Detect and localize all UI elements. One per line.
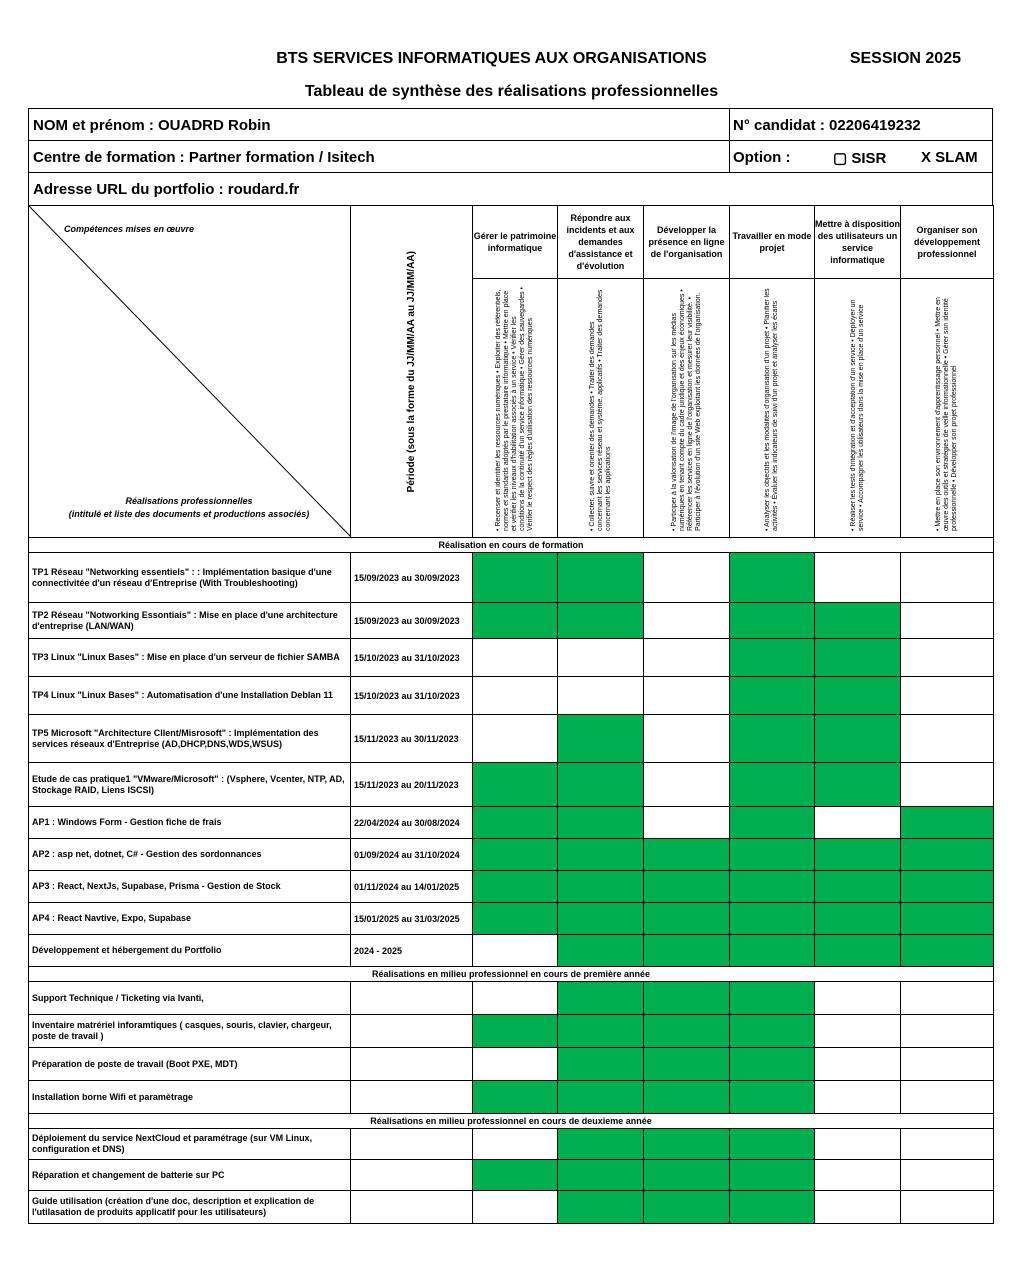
realisation-label: Réparation et changement de batterie sur PC [29, 1160, 351, 1191]
realisation-period: 15/09/2023 au 30/09/2023 [351, 553, 473, 603]
table-row [29, 1081, 994, 1114]
realisation-period: 15/10/2023 au 31/10/2023 [351, 639, 473, 677]
competency-mark-empty [473, 1048, 558, 1081]
section-title: Réalisations en milieu professionnel en cours de deuxieme année [29, 1114, 994, 1129]
competency-mark-filled [644, 1160, 730, 1191]
candidate-number: N° candidat : 02206419232 [733, 117, 921, 134]
realisation-period [351, 1048, 473, 1081]
competency-mark-filled [730, 603, 815, 639]
competency-mark-empty [901, 1081, 994, 1114]
competency-mark-empty [901, 715, 994, 763]
competency-mark-filled [815, 603, 901, 639]
competency-mark-filled [730, 935, 815, 967]
session-label: SESSION 2025 [849, 50, 961, 67]
competency-mark-empty [901, 763, 994, 807]
competency-mark-empty [473, 715, 558, 763]
competency-mark-empty [473, 982, 558, 1015]
competency-mark-filled [644, 871, 730, 903]
realisation-label: Installation borne Wifi et paramètrage [29, 1081, 351, 1114]
competency-mark-filled [730, 553, 815, 603]
competency-mark-empty [644, 677, 730, 715]
table-row [29, 935, 994, 967]
portfolio-row [28, 172, 993, 206]
competency-mark-empty [644, 639, 730, 677]
competency-mark-empty [815, 1081, 901, 1114]
table-row [29, 603, 994, 639]
competency-mark-filled [815, 763, 901, 807]
competency-mark-filled [473, 763, 558, 807]
competency-mark-filled [558, 1015, 644, 1048]
competency-mark-filled [473, 1160, 558, 1191]
realisation-period: 15/09/2023 au 30/09/2023 [351, 603, 473, 639]
competency-mark-empty [815, 1191, 901, 1224]
competency-mark-filled [815, 639, 901, 677]
competency-mark-filled [730, 1081, 815, 1114]
competency-mark-empty [815, 807, 901, 839]
realisation-label: Préparation de poste de travail (Boot PXE, MDT) [29, 1048, 351, 1081]
competency-mark-filled [730, 763, 815, 807]
table-row [29, 839, 994, 871]
competency-mark-filled [815, 677, 901, 715]
realisation-label: AP1 : Windows Form - Gestion fiche de frais [29, 807, 351, 839]
competency-mark-empty [901, 1048, 994, 1081]
realisation-label: TP2 Réseau "Notworking Essontiais" : Mise en place d'une architecture d'entreprise (LAN/WAN) [29, 603, 351, 639]
training-center: Centre de formation : Partner formation / Isitech [33, 149, 375, 166]
competency-mark-filled [558, 807, 644, 839]
competency-mark-filled [558, 903, 644, 935]
competency-mark-filled [473, 1015, 558, 1048]
competency-mark-filled [815, 903, 901, 935]
competency-mark-empty [815, 1160, 901, 1191]
document-title: BTS SERVICES INFORMATIQUES AUX ORGANISATIONS [276, 50, 707, 67]
competency-mark-filled [644, 935, 730, 967]
competency-mark-filled [558, 982, 644, 1015]
competency-mark-filled [901, 871, 994, 903]
competency-mark-filled [644, 1048, 730, 1081]
competency-mark-filled [558, 839, 644, 871]
competency-mark-filled [730, 807, 815, 839]
competency-mark-empty [815, 1015, 901, 1048]
document-subtitle: Tableau de synthèse des réalisations professionnelles [304, 83, 719, 100]
competency-mark-filled [644, 1191, 730, 1224]
competency-mark-filled [473, 807, 558, 839]
option-sisr: ▢ SISR [833, 150, 887, 167]
candidate-name-row [28, 108, 993, 141]
competency-mark-filled [644, 903, 730, 935]
competency-mark-filled [558, 553, 644, 603]
realisation-label: Guide utilisation (création d'une doc, description et explication de l'utilasation de produits applicatif pour les utilisateurs) [29, 1191, 351, 1224]
competency-mark-filled [473, 871, 558, 903]
competency-mark-filled [730, 1048, 815, 1081]
competency-details: • Collecter, suivre et orienter des demandes • Traiter des demandes concernant les services réseau et système, applicatifs • Traiter des demandes concernant les applications [558, 279, 644, 538]
training-center-row [28, 140, 993, 173]
competency-mark-filled [558, 1191, 644, 1224]
corner-diagonal [29, 206, 351, 537]
competency-mark-empty [473, 1129, 558, 1160]
realisation-period: 15/10/2023 au 31/10/2023 [351, 677, 473, 715]
realisation-period [351, 1191, 473, 1224]
option-slam: X SLAM [921, 149, 978, 166]
competency-mark-filled [473, 553, 558, 603]
competency-details: • Analyser les objectifs et les modalités d'organisation d'un projet • Planifier les activités • Évaluer les indicateurs de suivi d'un projet et analyser les écarts [730, 279, 815, 538]
competency-details: • Participer à la valorisation de l'image de l'organisation sur les médias numériques en tenant compte du cadre juridique et des enjeux économiques • Référencer les services en ligne de l'organisation et mesurer leur visibilité. • Participer à l'évolution d'un site Web exploitant les données de l'organisation. [644, 279, 730, 538]
competency-mark-filled [644, 1129, 730, 1160]
competency-mark-empty [815, 1129, 901, 1160]
realisation-period: 01/11/2024 au 14/01/2025 [351, 871, 473, 903]
realisation-label: TP3 Linux "Linux Bases" : Mise en place d'un serveur de fichier SAMBA [29, 639, 351, 677]
candidate-name: NOM et prénom : OUADRD Robin [33, 117, 271, 134]
competency-mark-filled [473, 903, 558, 935]
table-row [29, 1129, 994, 1160]
competency-mark-filled [815, 839, 901, 871]
table-row [29, 1191, 994, 1224]
competency-mark-filled [558, 1048, 644, 1081]
corner-bottom-label: Réalisations professionnelles [125, 496, 253, 506]
competency-mark-filled [730, 982, 815, 1015]
competency-mark-filled [730, 639, 815, 677]
realisation-period [351, 982, 473, 1015]
realisation-period: 01/09/2024 au 31/10/2024 [351, 839, 473, 871]
competency-mark-filled [730, 1129, 815, 1160]
realisation-period: 15/01/2025 au 31/03/2025 [351, 903, 473, 935]
competency-details: • Mettre en place son environnement d'apprentissage personnel • Mettre en œuvre des outils et stratégies de veille informationnelle • Gérer son identité professionnelle • Développer son projet professionnel [901, 279, 994, 538]
competency-mark-empty [901, 982, 994, 1015]
realisation-label: Support Technique / Ticketing via Ivanti, [29, 982, 351, 1015]
competency-mark-filled [730, 1191, 815, 1224]
realisation-period: 22/04/2024 au 30/08/2024 [351, 807, 473, 839]
competency-mark-filled [558, 715, 644, 763]
competency-mark-empty [473, 935, 558, 967]
competency-mark-filled [558, 1081, 644, 1114]
corner-bottom-sublabel: (intitulé et liste des documents et productions associés) [68, 509, 310, 519]
table-row [29, 715, 994, 763]
option-label: Option : [733, 149, 791, 166]
competency-title: Mettre à disposition des utilisateurs un service informatique [815, 206, 901, 279]
competency-details: • Réaliser les tests d'intégration et d'acceptation d'un service • Déployer un service • Accompagner les utilisateurs dans la mise en place d'un service [815, 279, 901, 538]
competency-mark-filled [901, 935, 994, 967]
portfolio-url: Adresse URL du portfolio : roudard.fr [33, 181, 300, 198]
competency-mark-filled [730, 715, 815, 763]
table-row [29, 677, 994, 715]
realisation-label: AP3 : React, NextJs, Supabase, Prisma - Gestion de Stock [29, 871, 351, 903]
period-header: Période (sous la forme du JJ/MM/AA au JJ/MM/AA) [351, 206, 473, 538]
competency-title: Répondre aux incidents et aux demandes d'assistance et d'évolution [558, 206, 644, 279]
competency-mark-filled [901, 903, 994, 935]
realisation-label: Déploiement du service NextCloud et paramétrage (sur VM Linux, configuration et DNS) [29, 1129, 351, 1160]
competency-mark-empty [473, 677, 558, 715]
competency-details: • Recenser et identifier les ressources numériques • Exploiter des référentiels, normes et standards adoptés par le prestataire informatique • Mettre en place et vérifier les niveaux d'habilitation associés à un service • Vérifier les conditions de la continuité d'un service informatique • Gérer des sauvegardes • Vérifier le respect des règles d'utilisation des ressources numériques [473, 279, 558, 538]
competency-mark-filled [730, 903, 815, 935]
table-row [29, 1048, 994, 1081]
table-row [29, 871, 994, 903]
realisation-period: 15/11/2023 au 30/11/2023 [351, 715, 473, 763]
realisation-label: TP1 Réseau "Networking essentiels" : : Implémentation basique d'une connectivitée d'un réseau d'Entreprise (With Troubleshooting) [29, 553, 351, 603]
competency-mark-filled [901, 839, 994, 871]
realisation-label: AP4 : React Navtive, Expo, Supabase [29, 903, 351, 935]
competency-mark-empty [644, 603, 730, 639]
competency-title: Gérer le patrimoine informatique [473, 206, 558, 279]
competency-mark-filled [815, 715, 901, 763]
competency-mark-empty [815, 553, 901, 603]
competency-mark-empty [815, 982, 901, 1015]
realisation-period: 2024 - 2025 [351, 935, 473, 967]
competency-mark-empty [473, 1191, 558, 1224]
corner-top-label: Compétences mises en œuvre [63, 224, 195, 234]
competency-mark-empty [901, 677, 994, 715]
competency-mark-empty [815, 1048, 901, 1081]
competency-mark-filled [558, 1129, 644, 1160]
competency-title: Travailler en mode projet [730, 206, 815, 279]
realisation-period [351, 1129, 473, 1160]
competency-mark-empty [558, 677, 644, 715]
competency-mark-empty [901, 639, 994, 677]
competency-mark-filled [644, 982, 730, 1015]
realisation-label: TP4 Linux "Linux Bases" : Automatisation d'une Installation Deblan 11 [29, 677, 351, 715]
competency-mark-filled [558, 871, 644, 903]
competency-mark-filled [901, 807, 994, 839]
competency-mark-filled [730, 1160, 815, 1191]
realisation-period [351, 1160, 473, 1191]
section-title: Réalisation en cours de formation [29, 538, 994, 553]
competency-mark-filled [558, 763, 644, 807]
competency-mark-filled [644, 839, 730, 871]
realisation-period: 15/11/2023 au 20/11/2023 [351, 763, 473, 807]
competency-mark-filled [730, 1015, 815, 1048]
corner-cell [29, 206, 351, 538]
table-row [29, 639, 994, 677]
competency-mark-empty [558, 639, 644, 677]
table-row [29, 553, 994, 603]
competency-mark-filled [730, 677, 815, 715]
competency-title: Organiser son développement professionnel [901, 206, 994, 279]
realisation-label: AP2 : asp net, dotnet, C# - Gestion des sordonnances [29, 839, 351, 871]
table-row [29, 1160, 994, 1191]
competency-mark-empty [644, 553, 730, 603]
competency-mark-filled [558, 1160, 644, 1191]
competency-mark-empty [901, 1129, 994, 1160]
competency-mark-filled [815, 935, 901, 967]
realisation-label: TP5 Microsoft "Architecture Cllent/Misrosoft" : Implémentation des services réseaux d'Entreprise (AD,DHCP,DNS,WDS,WSUS) [29, 715, 351, 763]
table-row [29, 982, 994, 1015]
section-title: Réalisations en milieu professionnel en cours de première année [29, 967, 994, 982]
competency-mark-filled [730, 871, 815, 903]
competency-title: Développer la présence en ligne de l'organisation [644, 206, 730, 279]
competency-mark-filled [558, 603, 644, 639]
table-row [29, 1015, 994, 1048]
realisation-label: Inventaire matrériel inforamtiques ( casques, souris, clavier, chargeur, poste de travail ) [29, 1015, 351, 1048]
competency-mark-empty [644, 807, 730, 839]
competency-mark-filled [815, 871, 901, 903]
competency-mark-empty [901, 1191, 994, 1224]
realisation-period [351, 1081, 473, 1114]
realisation-period [351, 1015, 473, 1048]
table-row [29, 807, 994, 839]
synthesis-table [28, 205, 994, 1224]
competency-mark-filled [558, 935, 644, 967]
table-row [29, 903, 994, 935]
competency-mark-filled [473, 1081, 558, 1114]
competency-mark-empty [901, 1015, 994, 1048]
competency-mark-filled [730, 839, 815, 871]
competency-mark-empty [644, 763, 730, 807]
table-row [29, 763, 994, 807]
competency-mark-filled [473, 839, 558, 871]
competency-mark-filled [644, 1081, 730, 1114]
realisation-label: Etude de cas pratique1 "VMware/Microsoft" : (Vsphere, Vcenter, NTP, AD, Stockage RAID, Liens ISCSI) [29, 763, 351, 807]
competency-mark-empty [644, 715, 730, 763]
competency-mark-filled [473, 603, 558, 639]
competency-mark-empty [901, 553, 994, 603]
competency-mark-empty [901, 603, 994, 639]
realisation-label: Développement et hébergement du Portfolio [29, 935, 351, 967]
competency-mark-empty [901, 1160, 994, 1191]
competency-mark-filled [644, 1015, 730, 1048]
competency-mark-empty [473, 639, 558, 677]
